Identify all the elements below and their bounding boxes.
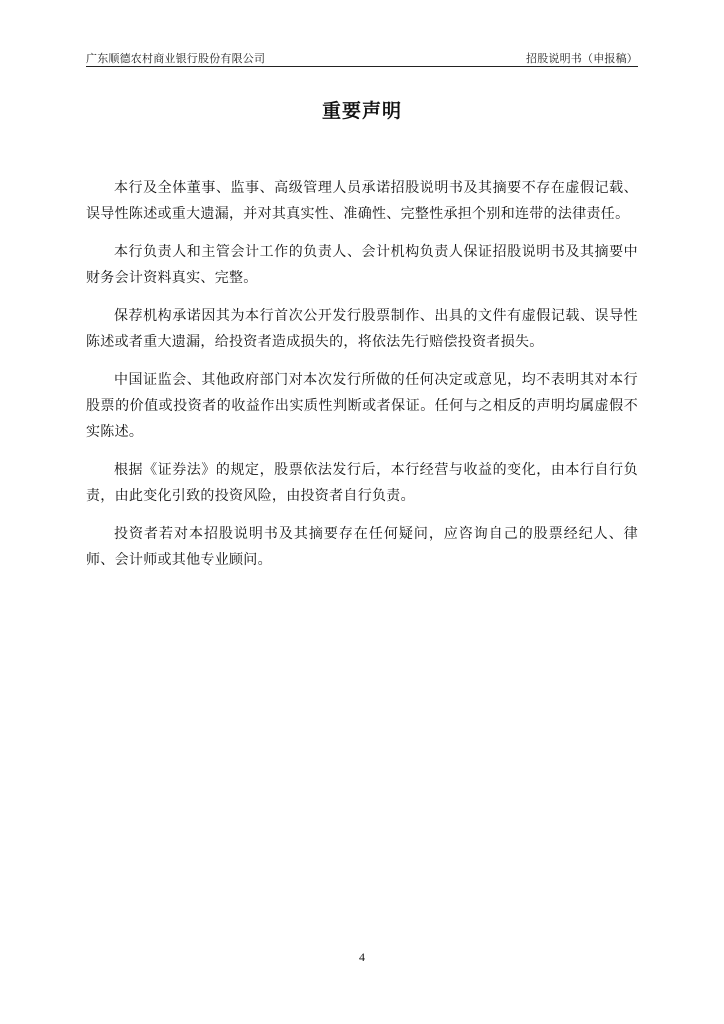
- page-title: 重要声明: [321, 100, 402, 122]
- paragraph-5: 根据《证券法》的规定，股票依法发行后，本行经营与收益的变化，由本行自行负责，由此变化引致的投资风险，由投资者自行负责。: [86, 462, 638, 504]
- header-document-type: 招股说明书（申报稿）: [526, 52, 638, 65]
- paragraph-2: 本行负责人和主管会计工作的负责人、会计机构负责人保证招股说明书及其摘要中财务会计资料真实、完整。: [86, 244, 638, 286]
- paragraph-3: 保荐机构承诺因其为本行首次公开发行股票制作、出具的文件有虚假记载、误导性陈述或者重大遗漏，给投资者造成损失的，将依法先行赔偿投资者损失。: [86, 308, 638, 350]
- paragraph-4: 中国证监会、其他政府部门对本次发行所做的任何决定或意见，均不表明其对本行股票的价值或投资者的收益作出实质性判断或者保证。任何与之相反的声明均属虚假不实陈述。: [86, 372, 638, 440]
- paragraph-6: 投资者若对本招股说明书及其摘要存在任何疑问，应咨询自己的股票经纪人、律师、会计师或其他专业顾问。: [86, 526, 638, 568]
- header-company-name: 广东顺德农村商业银行股份有限公司: [86, 52, 266, 65]
- page-number: 4: [359, 950, 365, 964]
- statement-body: [86, 175, 638, 585]
- paragraph-1: 本行及全体董事、监事、高级管理人员承诺招股说明书及其摘要不存在虚假记载、误导性陈述或重大遗漏，并对其真实性、准确性、完整性承担个别和连带的法律责任。: [86, 180, 638, 222]
- page-header: [86, 49, 638, 67]
